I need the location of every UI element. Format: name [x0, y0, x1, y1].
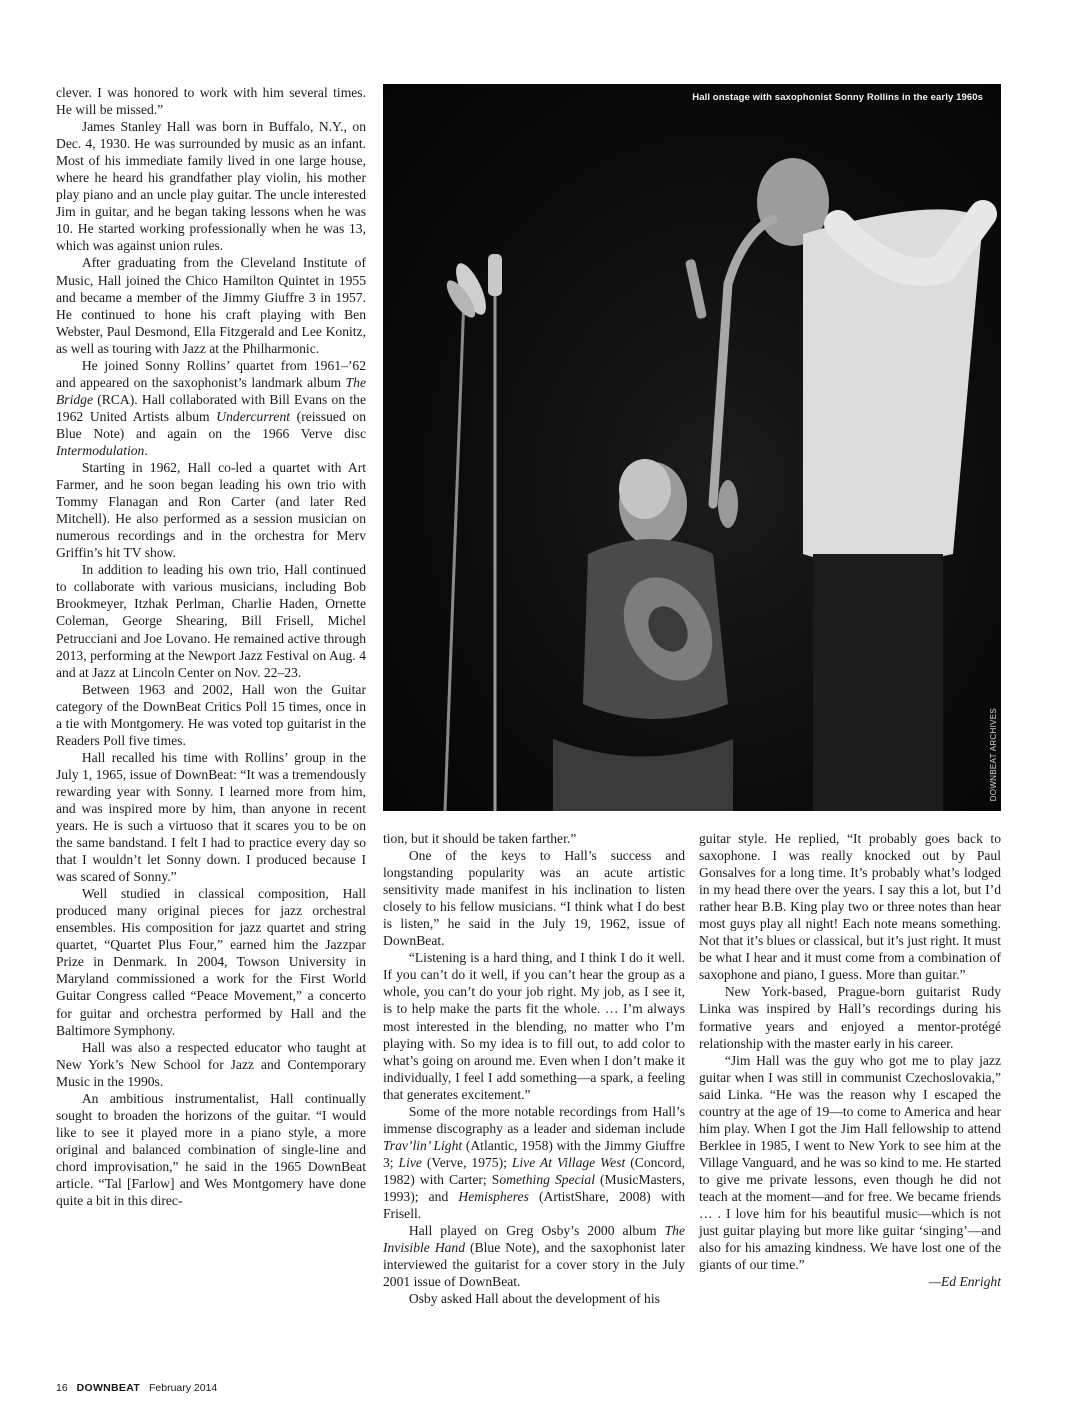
paragraph	[383, 1222, 685, 1290]
text-run: (Concord, 1982) with Carter; S	[383, 1154, 685, 1187]
paragraph: guitar style. He replied, “It probably goes back to saxophone. I was really knocked out by Paul Gonsalves for a long time. It’s probably what’s lodged in my head there over the years. I say this a lot, but I’d rather hear B.B. King play two or three notes than hear most guys play all night! Each note means something. Not that it’s blues or classical, but it’s just right. It must be what I hear and it must come from a combination of saxophone and piano, I guess. More than guitar.”	[699, 831, 1001, 983]
paragraph: Well studied in classical composition, Hall produced many original pieces for jazz orchestral ensembles. His composition for jazz quartet and string quartet, “Quartet Plus Four,” earned him the Jazzpar Prize in Denmark. In 2004, Towson University in Maryland commissioned a work for the First World Guitar Congress called “Peace Movement,” a concerto for guitar and orchestra performed by Hall and the Baltimore Symphony.	[56, 886, 366, 1038]
paragraph: tion, but it should be taken farther.”	[383, 831, 577, 846]
author-signature: —Ed Enright	[928, 1274, 1001, 1290]
text-run: (Verve, 1975);	[421, 1154, 512, 1170]
paragraph: Hall was also a respected educator who taught at New York’s New School for Jazz and Contemporary Music in the 1990s.	[56, 1039, 366, 1089]
album-title: The Bridge	[56, 374, 366, 407]
photograph-icon	[383, 84, 1001, 811]
album-title: Hemispheres	[458, 1188, 529, 1204]
text-run: (ArtistShare, 2008) with Frisell.	[383, 1188, 685, 1222]
paragraph: One of the keys to Hall’s success and longstanding popularity was an acute artistic sensitivity made manifest in his inclination to listen closely to his fellow musicians. “I think what I do best is listen,” he said in the July 19, 1962, issue of DownBeat.	[383, 848, 685, 949]
paragraph: Between 1963 and 2002, Hall won the Guitar category of the DownBeat Critics Poll 15 times, once in a tie with Montgomery. He was voted top guitarist in the Readers Poll five times.	[56, 681, 366, 748]
paragraph: Hall recalled his time with Rollins’ group in the July 1, 1965, issue of DownBeat: “It was a tremendously rewarding year with Sonny. I learned more from him, and was inspired more by him, than anyone in recent years. He is such a virtuoso that it scares you to be on the same bandstand. I felt I had to practice every day so that I wouldn’t let Sonny down. I produced because I was scared of Sonny.”	[56, 749, 366, 885]
article-column-2	[383, 830, 685, 1307]
text-run: (RCA). Hall collaborated with Bill Evans on the 1962 United Artists album	[56, 391, 366, 424]
paragraph: “Listening is a hard thing, and I think I do it well. If you can’t do it well, if you can’t hear the group as a whole, you can’t do your job right. My job, as I see it, is to help make the parts fit the whole. … I’m always most interested in the blending, no matter who I’m playing with. So my idea is to fill out, to add color to what’s going on around me. Even when I don’t make it individually, I feel I add something—a spark, a feeling that generates excitement.”	[383, 950, 685, 1102]
text-run: He joined Sonny Rollins’ quartet from 1961–’62 and appeared on the saxophonist’s landmark album	[56, 357, 366, 390]
text-run: (Blue Note), and the saxophonist later interviewed the guitarist for a cover story in the July 2001 issue of DownBeat.	[383, 1240, 685, 1290]
article-column-3	[699, 830, 1001, 1290]
text-run: Hall played on Greg Osby’s 2000 album	[408, 1223, 665, 1239]
page-footer	[56, 1382, 217, 1394]
paragraph: Osby asked Hall about the development of his	[408, 1291, 660, 1307]
paragraph: Starting in 1962, Hall co-led a quartet with Art Farmer, and he soon began leading his own trio with Tommy Flanagan and Ron Carter (and later Red Mitchell). He also performed as a session musician on numerous recordings and in the orchestra for Merv Griffin’s hit TV show.	[56, 460, 366, 561]
paragraph: clever. I was honored to work with him several times. He will be missed.”	[56, 85, 366, 118]
album-title: The Invisible Hand	[383, 1223, 685, 1256]
issue-date: February 2014	[148, 1382, 218, 1394]
page-number: 16	[56, 1382, 68, 1394]
photo-credit: DOWNBEAT ARCHIVES	[989, 707, 998, 801]
paragraph	[56, 357, 366, 459]
album-title: Trav’lin’ Light	[383, 1137, 463, 1153]
album-title: Live	[398, 1154, 422, 1170]
paragraph: An ambitious instrumentalist, Hall continually sought to broaden the horizons of the guitar. “I would like to see it played more in a piano style, a more original and balanced combination of single-line and chord improvisation,” he said in the 1965 DownBeat article. “Tal [Farlow] and Wes Montgomery have done quite a bit in this direc-	[56, 1090, 366, 1209]
text-run: (MusicMasters, 1993); and	[383, 1171, 685, 1204]
text-run: .	[144, 442, 148, 458]
album-title: Intermodulation	[56, 442, 145, 458]
paragraph: In addition to leading his own trio, Hall continued to collaborate with various musicians, including Bob Brookmeyer, Itzhak Perlman, Charlie Haden, Ornette Coleman, George Shearing, Bill Frisell, Michel Petrucciani and Joe Lovano. He remained active through 2013, performing at the Newport Jazz Festival on Aug. 4 and at Jazz at Lincoln Center on Nov. 22–23.	[56, 562, 366, 680]
text-run: (Atlantic, 1958) with the Jimmy Giuffre 3;	[383, 1137, 685, 1170]
paragraph: “Jim Hall was the guy who got me to play jazz guitar when I was still in communist Czechoslovakia,” said Linka. “He was the reason why I escaped the country at the age of 19—to come to America and hear him play. When I got the Jim Hall fellowship to attend Berklee in 1985, I went to New York to see him at the Village Vanguard, and he was so kind to me. He started to give me private lessons, even though he did not teach at the moment—and for free. We became friends … . I love him for his beautiful music—which is not just guitar playing but more like guitar ‘singing’—and also for his amazing kindness. We have lost one of the giants of our time.”	[699, 1052, 1001, 1273]
paragraph: After graduating from the Cleveland Institute of Music, Hall joined the Chico Hamilton Quintet in 1955 and became a member of the Jimmy Giuffre 3 in 1957. He continued to hone his craft playing with Ben Webster, Paul Desmond, Ella Fitzgerald and Lee Konitz, as well as touring with Jazz at the Philharmonic.	[56, 255, 366, 356]
magazine-name: DOWNBEAT	[76, 1382, 141, 1394]
article-column-1	[56, 84, 366, 1209]
text-run: Some of the more notable recordings from Hall’s immense discography as a leader and sideman include	[383, 1103, 685, 1136]
paragraph	[383, 1103, 685, 1222]
paragraph: New York-based, Prague-born guitarist Rudy Linka was inspired by Hall’s recordings during his formative years and enjoyed a mentor-protégé relationship with the master early in his career.	[699, 984, 1001, 1051]
photo-caption: Hall onstage with saxophonist Sonny Rollins in the early 1960s	[692, 92, 983, 103]
concert-photo	[383, 84, 1001, 811]
text-run: (reissued on Blue Note) and again on the 1966 Verve disc	[56, 408, 366, 441]
album-title: Undercurrent	[216, 408, 291, 424]
paragraph: James Stanley Hall was born in Buffalo, N.Y., on Dec. 4, 1930. He was surrounded by music as an infant. Most of his immediate family lived in one large house, where he heard his grandfather play violin, his mother play piano and an uncle play guitar. The uncle interested Jim in guitar, and he began taking lessons when he was 10. He started working professionally when he was 13, which was against union rules.	[56, 119, 366, 254]
album-title: Live At Village West	[511, 1154, 626, 1170]
album-title: omething Special	[499, 1171, 595, 1187]
